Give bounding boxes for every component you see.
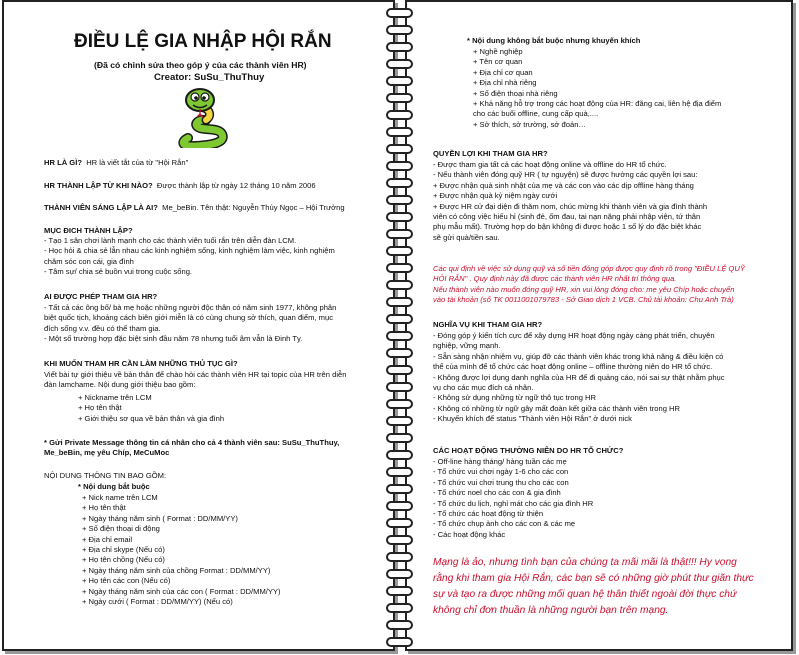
duties-line: - Không có những từ ngữ gây mất đoàn kết giữa các thành viên trong HR bbox=[433, 403, 681, 413]
required-item: + Địa chỉ skype (Nếu có) bbox=[82, 545, 165, 555]
procedure-block bbox=[44, 370, 346, 391]
eligibility-line: - Tất cả các ông bố/ bà mẹ hoặc những người độc thân có năm sinh 1977, không phân bbox=[44, 303, 337, 312]
binder-ring bbox=[386, 535, 413, 545]
required-item: + Nick name trên LCM bbox=[82, 493, 158, 502]
required-item: + Ngày tháng năm sinh của các con ( Format : DD/MM/YY) bbox=[82, 586, 281, 596]
closing-line: rằng khi tham gia Hội Rắn, các bạn sẽ có những giờ phút thư giãn thực bbox=[433, 573, 754, 584]
required-item: + Họ tên chồng (Nếu có) bbox=[82, 555, 165, 565]
binder-rings bbox=[386, 0, 413, 655]
binder-ring bbox=[386, 331, 413, 341]
required-item: + Ngày tháng năm sinh ( Format : DD/MM/YY) bbox=[82, 513, 238, 523]
optional-item: cho các buổi offline, cung cấp quà,.... bbox=[473, 109, 599, 119]
purpose-heading: MỤC ĐICH THÀNH LẬP? bbox=[44, 226, 133, 235]
rights-line: + Được HR cử đại diện đi thăm nom, chúc mừng khi thành viên và gia đình thành bbox=[433, 201, 708, 211]
binder-ring bbox=[386, 518, 413, 528]
activity-item: - Tổ chức vui chơi ngày 1-6 cho các con bbox=[433, 467, 569, 477]
rights-line: + Được nhận quà kỷ niệm ngày cưới bbox=[433, 191, 558, 201]
duties-block bbox=[433, 331, 725, 425]
private-message-line: * Gửi Private Message thông tin cá nhân cho cả 4 thành viên sau: SuSu_ThuThuy, bbox=[44, 438, 340, 447]
procedure-heading: KHI MUỐN THAM HR CẦN LÀM NHỮNG THỦ TỤC GÌ? bbox=[44, 359, 238, 368]
procedure-line: Viết bài tự giới thiệu về bản thân để chào hỏi các thành viên HR tại topic của HR trên diễn bbox=[44, 370, 347, 379]
binder-ring bbox=[386, 399, 413, 409]
binder-ring bbox=[386, 416, 413, 426]
private-message-line: Me_beBin, mẹ yêu Chíp, MeCuMoc bbox=[44, 448, 170, 458]
activity-item: - Tổ chức noel cho các con & gia đình bbox=[433, 488, 561, 498]
binder-ring bbox=[386, 450, 413, 460]
binder-ring bbox=[386, 620, 413, 630]
fund-line: vào tài khoản (số TK 0011001079783 - Sở Giao dịch 1 VCB. Chủ tài khoản: Chu Anh Trà) bbox=[433, 295, 734, 305]
optional-items bbox=[473, 47, 721, 130]
hr-question-row bbox=[44, 158, 188, 168]
binder-ring bbox=[386, 348, 413, 358]
hr-question: HR LÀ GÌ? bbox=[44, 158, 82, 167]
duties-line: nghiệp, vững mạnh. bbox=[433, 341, 501, 351]
procedure-item: + Nickname trên LCM bbox=[78, 393, 152, 402]
founded-question: HR THÀNH LẬP TỪ KHI NÀO? bbox=[44, 181, 153, 190]
fund-note bbox=[433, 264, 745, 306]
closing-line: sự và tạo ra được những mối quan hệ thân thiết ngoài đời thực chứ bbox=[433, 589, 737, 600]
binder-ring bbox=[386, 212, 413, 222]
activity-item: - Tổ chức các hoạt động từ thiện bbox=[433, 509, 544, 519]
eligibility-line: - Một số trường hợp đặc biệt sinh đầu năm 78 nhưng tuổi âm vẫn là Đinh Tỵ. bbox=[44, 334, 303, 344]
binder-ring bbox=[386, 552, 413, 562]
binder-ring bbox=[386, 501, 413, 511]
hr-answer: HR là viết tắt của từ "Hội Rắn" bbox=[86, 158, 189, 167]
rights-heading: QUYỀN LỢI KHI THAM GIA HR? bbox=[433, 149, 548, 158]
binder-ring bbox=[386, 484, 413, 494]
founders-question: THÀNH VIÊN SÁNG LẬP LÀ AI? bbox=[44, 203, 158, 212]
optional-item: + Nghề nghiệp bbox=[473, 47, 523, 56]
binder-ring bbox=[386, 8, 413, 18]
binder-ring bbox=[386, 59, 413, 69]
binder-ring bbox=[386, 42, 413, 52]
duties-line: - Sẵn sàng nhận nhiệm vụ, giúp đỡ các thành viên khác trong khả năng & điều kiện có bbox=[433, 351, 724, 361]
content-heading: NỘI DUNG THÔNG TIN BAO GỒM: bbox=[44, 471, 167, 480]
duties-line: - Không sử dụng những từ ngữ thô tục trong HR bbox=[433, 393, 597, 403]
rights-line: phụ mẫu mất). Trường hợp do bận không đi được hoặc 1 số lý do đặc biệt khác bbox=[433, 222, 702, 232]
binder-ring bbox=[386, 76, 413, 86]
document-subtitle: (Đã có chỉnh sửa theo góp ý của các thành viên HR) bbox=[94, 60, 307, 70]
rights-line: - Được tham gia tất cả các hoạt động online và offline do HR tổ chức. bbox=[433, 160, 667, 169]
founders-answer: Me_beBin. Tên thật: Nguyễn Thủy Ngọc – Hội Trưởng bbox=[162, 203, 345, 212]
duties-line: - Không được lợi dụng danh nghĩa của HR để đi quảng cáo, nói sai sự thật nhằm phục bbox=[433, 372, 725, 382]
binder-ring bbox=[386, 603, 413, 613]
binder-ring bbox=[386, 195, 413, 205]
creator-label: Creator: SuSu_ThuThuy bbox=[154, 72, 265, 83]
founded-answer: Được thành lập từ ngày 12 tháng 10 năm 2006 bbox=[156, 181, 316, 190]
required-item: + Địa chỉ email bbox=[82, 534, 133, 544]
duties-heading: NGHĨA VỤ KHI THAM GIA HR? bbox=[433, 320, 543, 329]
optional-item: + Số điện thoại nhà riêng bbox=[473, 88, 558, 98]
rights-line: + Được nhận quà sinh nhật của mẹ và các con vào các dịp offline hàng tháng bbox=[433, 180, 694, 190]
closing-line: không chỉ đơn thuần là những người bạn trên mạng. bbox=[433, 605, 669, 616]
private-message-block bbox=[44, 438, 339, 459]
binder-ring bbox=[386, 586, 413, 596]
duties-line: thể của mình để tổ chức các hoạt động online – offline thường niên do HR tổ chức. bbox=[433, 362, 713, 372]
procedure-items bbox=[78, 393, 224, 424]
optional-item: + Sở thích, sở trường, sở đoản… bbox=[473, 119, 587, 129]
required-item: + Họ tên thật bbox=[82, 503, 126, 513]
purpose-line: - Học hỏi & chia sẻ lẫn nhau các kinh nghiệm sống, kinh nghiệm làm việc, kinh nghiệm bbox=[44, 246, 335, 256]
required-heading: * Nội dung bắt buộc bbox=[78, 482, 150, 491]
purpose-line: chăm sóc con cái, gia đình bbox=[44, 256, 134, 266]
binder-ring bbox=[386, 144, 413, 154]
founded-row bbox=[44, 181, 316, 191]
binder-ring bbox=[386, 110, 413, 120]
rights-line: viên có công việc hiếu hỉ (sinh đẻ, ốm đau, tai nạn nặng phải nhập viện, tứ thân bbox=[433, 212, 701, 222]
binder-ring bbox=[386, 229, 413, 239]
binder-ring bbox=[386, 25, 413, 35]
optional-item: + Khả năng hỗ trợ trong các hoạt động của HR: đăng cai, liên hệ địa điểm bbox=[473, 99, 722, 109]
closing-line: Mạng là ảo, nhưng tình bạn của chúng ta mãi mãi là thật!!! Hy vọng bbox=[433, 557, 737, 568]
required-items bbox=[82, 493, 281, 607]
binder-ring bbox=[386, 569, 413, 579]
snake-mascot-icon bbox=[176, 86, 230, 148]
binder-ring bbox=[386, 246, 413, 256]
duties-line: - Khuyến khích để status "Thành viên Hội Rắn" ở dưới nick bbox=[433, 414, 632, 424]
required-item: + Ngày tháng năm sinh của chồng Format : DD/MM/YY) bbox=[82, 565, 271, 575]
document-title: ĐIỀU LỆ GIA NHẬP HỘI RẮN bbox=[74, 31, 332, 52]
duties-line: vụ cho các mục đích cá nhân. bbox=[433, 383, 534, 393]
left-page bbox=[2, 0, 395, 651]
binder-ring bbox=[386, 637, 413, 647]
founders-row bbox=[44, 203, 345, 213]
optional-item: + Địa chỉ cơ quan bbox=[473, 67, 533, 77]
required-item: + Họ tên các con (Nếu có) bbox=[82, 576, 171, 586]
activities-heading: CÁC HOẠT ĐỘNG THƯỜNG NIÊN DO HR TỔ CHỨC? bbox=[433, 446, 624, 455]
purpose-line: - Tâm sự/ chia sẻ buồn vui trong cuộc sống. bbox=[44, 267, 193, 277]
optional-item: + Tên cơ quan bbox=[473, 57, 523, 67]
duties-line: - Đóng góp ý kiến tích cực để xây dựng HR hoạt động ngày càng phát triển, chuyên bbox=[433, 331, 715, 340]
required-item: + Ngày cưới ( Format : DD/MM/YY) (Nếu có) bbox=[82, 597, 233, 607]
required-item: + Số điện thoại di động bbox=[82, 524, 160, 534]
activity-item: - Các hoạt động khác bbox=[433, 529, 506, 539]
rights-line: - Nếu thành viên đóng quỹ HR ( tự nguyện) sẽ được hưởng các quyền lợi sau: bbox=[433, 170, 698, 180]
eligibility-line: đích sống v.v. đều có thể tham gia. bbox=[44, 323, 161, 333]
fund-line: Các qui định về việc sử dụng quỹ và số tiền đóng góp được quy định rõ trong "ĐIỀU LỆ QUỸ bbox=[433, 264, 745, 273]
binder-ring bbox=[386, 178, 413, 188]
eligibility-line: biệt quốc tịch, khoảng cách biên giới miễn là có cùng chung sở thích, quan điểm, mục bbox=[44, 313, 333, 323]
binder-ring bbox=[386, 161, 413, 171]
optional-item: + Địa chỉ nhà riêng bbox=[473, 78, 537, 88]
closing-message bbox=[433, 555, 754, 619]
activity-item: - Tổ chức chụp ảnh cho các con & các mẹ bbox=[433, 519, 576, 529]
binder-ring bbox=[386, 467, 413, 477]
binder-ring bbox=[386, 382, 413, 392]
eligibility-block bbox=[44, 303, 336, 345]
binder-ring bbox=[386, 93, 413, 103]
fund-line: HỘI RẮN" . Quy định này đã được các thành viên HR nhất trí thông qua. bbox=[433, 274, 677, 284]
binder-ring bbox=[386, 314, 413, 324]
binder-ring bbox=[386, 297, 413, 307]
activity-item: - Tổ chức du lịch, nghỉ mát cho các gia đình HR bbox=[433, 498, 594, 508]
activity-item: - Off-line hàng tháng/ hàng tuần các mẹ bbox=[433, 457, 567, 466]
rights-line: sẽ gửi quà/tiền sau. bbox=[433, 232, 500, 242]
optional-heading: * Nội dung không bắt buộc nhưng khuyến khích bbox=[467, 36, 641, 45]
purpose-block bbox=[44, 236, 335, 278]
procedure-line: đàn lamchame. Nội dung giới thiệu bao gồm: bbox=[44, 380, 196, 390]
activities-block bbox=[433, 457, 593, 540]
binder-ring bbox=[386, 263, 413, 273]
procedure-item: + Họ tên thật bbox=[78, 403, 122, 413]
activity-item: - Tổ chức vui chơi trung thu cho các con bbox=[433, 477, 569, 487]
binder-ring bbox=[386, 365, 413, 375]
procedure-item: + Giới thiệu sơ qua về bản thân và gia đình bbox=[78, 413, 225, 423]
eligibility-heading: AI ĐƯỢC PHÉP THAM GIA HR? bbox=[44, 292, 158, 301]
binder-ring bbox=[386, 280, 413, 290]
purpose-line: - Tạo 1 sân chơi lành mạnh cho các thành viên tuổi rắn trên diễn đàn LCM. bbox=[44, 236, 297, 245]
binder-ring bbox=[386, 433, 413, 443]
right-page bbox=[405, 0, 793, 651]
binder-ring bbox=[386, 127, 413, 137]
rights-block bbox=[433, 160, 707, 243]
fund-line: Nếu thành viên nào muốn đóng quỹ HR, xin vui lòng đóng cho: mẹ yêu Chíp hoặc chuyển bbox=[433, 284, 735, 294]
